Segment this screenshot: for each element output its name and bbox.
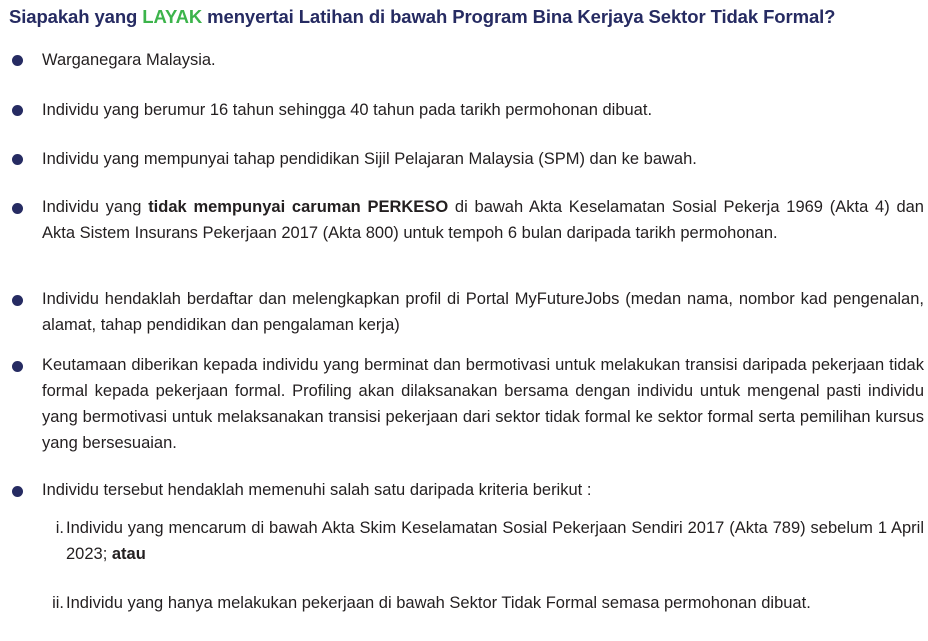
criteria-text: Keutamaan diberikan kepada individu yang berminat dan bermotivasi untuk melakukan transisi daripada pekerjaan tidak formal kepada pekerjaan formal. Profiling akan dilaksanakan bersama dengan individu untuk mengenal pasti individu yang bermotivasi untuk melaksanakan transisi pekerjaan dari sektor tidak formal ke sektor formal serta pemilihan kursus yang bersesuaian.	[42, 356, 924, 452]
criteria-text-pre: Individu yang	[42, 198, 149, 216]
title-accent-layak: LAYAK	[142, 6, 203, 27]
criteria-text: Individu yang mempunyai tahap pendidikan Sijil Pelajaran Malaysia (SPM) dan ke bawah.	[42, 150, 697, 168]
criteria-text-bold: tidak mempunyai caruman PERKESO	[148, 198, 449, 216]
title-prefix: Siapakah yang	[9, 6, 143, 27]
criteria-text: Warganegara Malaysia.	[42, 51, 216, 69]
criteria-text	[42, 194, 924, 246]
sub-criteria-text: Individu yang hanya melakukan pekerjaan di bawah Sektor Tidak Formal semasa permohonan dibuat.	[66, 594, 811, 612]
bullet-icon	[12, 361, 23, 372]
page-title	[9, 6, 835, 28]
bullet-icon	[12, 486, 23, 497]
bullet-icon	[12, 105, 23, 116]
criteria-text: Individu hendaklah berdaftar dan melengkapkan profil di Portal MyFutureJobs (medan nama, nombor kad pengenalan, alamat, tahap pendidikan dan pengalaman kerja)	[42, 290, 924, 334]
sub-criteria-text-bold: atau	[111, 545, 146, 563]
bullet-icon	[12, 55, 23, 66]
title-suffix: menyertai Latihan di bawah Program Bina Kerjaya Sektor Tidak Formal?	[202, 6, 836, 27]
criteria-text: Individu yang berumur 16 tahun sehingga 40 tahun pada tarikh permohonan dibuat.	[42, 101, 653, 119]
criteria-text-post: di bawah Akta Keselamatan Sosial Pekerja 1969 (Akta 4) dan Akta Sistem Insurans Pekerjaan 2017 (Akta 800) untuk tempoh 6 bulan daripada tarikh permohonan.	[42, 198, 924, 242]
criteria-text: Individu tersebut hendaklah memenuhi salah satu daripada kriteria berikut :	[42, 481, 592, 499]
bullet-icon	[12, 203, 23, 214]
sub-criteria-number: ii.	[52, 594, 64, 612]
bullet-icon	[12, 154, 23, 165]
sub-criteria-text	[66, 515, 924, 567]
bullet-icon	[12, 295, 23, 306]
sub-criteria-text-main: Individu yang mencarum di bawah Akta Skim Keselamatan Sosial Pekerjaan Sendiri 2017 (Akta 789) sebelum 1 April 2023;	[66, 519, 924, 563]
sub-criteria-number: i.	[55, 519, 64, 537]
